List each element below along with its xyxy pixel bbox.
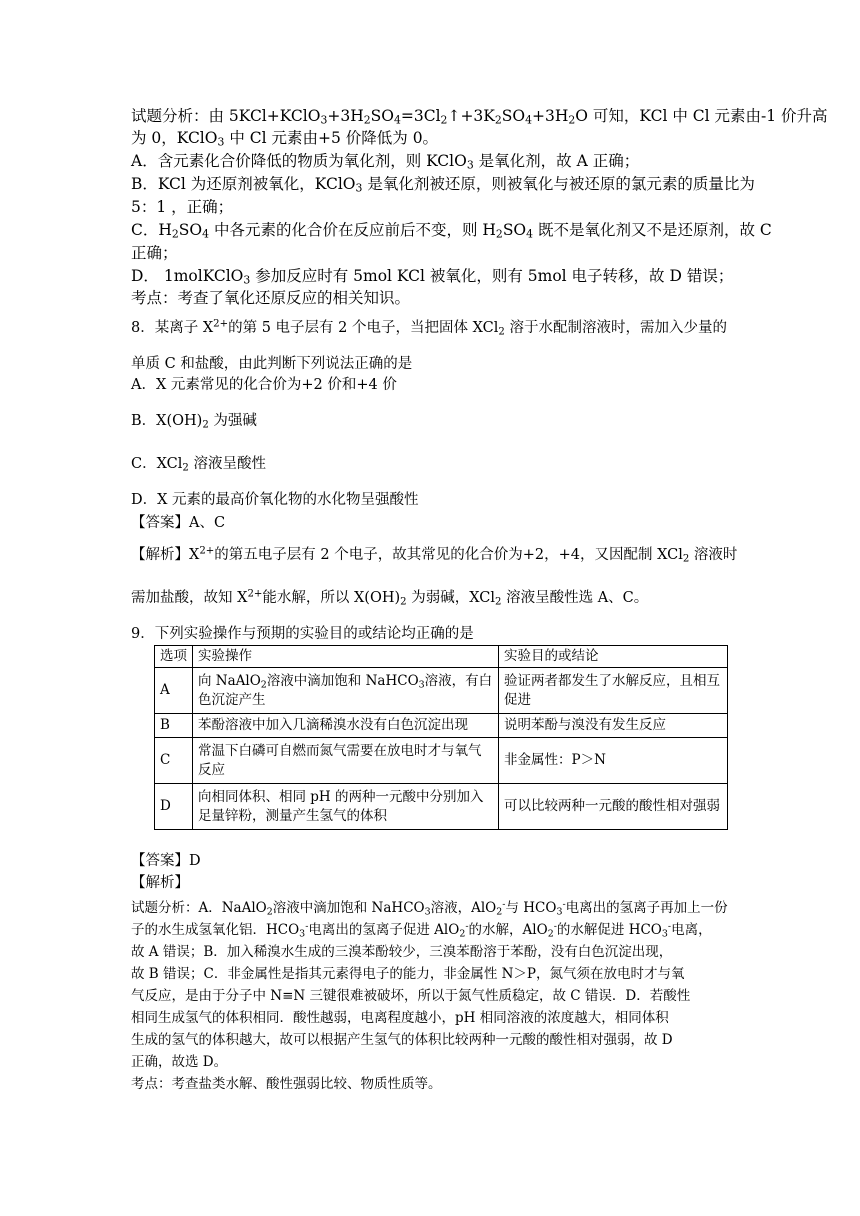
q9-analysis-line-8: 正确，故选 D。	[131, 1054, 228, 1070]
row-conclusion: 可以比较两种一元酸的酸性相对强弱	[499, 784, 728, 830]
row-option: D	[155, 784, 193, 830]
q8-option-a: A．X 元素常见的化合价为+2 价和+4 价	[131, 377, 397, 393]
table-header-option: 选项	[155, 646, 193, 668]
q7-option-b-cont: 5：1 ，正确；	[131, 198, 234, 216]
q9-jiexi-heading: 【解析】	[131, 875, 189, 891]
table-row	[155, 668, 728, 714]
q9-options-table	[154, 645, 728, 830]
q8-option-b: B．$X(OH)_2$ 为强碱	[131, 413, 257, 431]
row-conclusion: 验证两者都发生了水解反应，且相互促进	[499, 668, 728, 714]
q9-analysis-line-1: 试题分析：A．NaAlO$_2$溶液中滴加饱和 NaHCO$_3$溶液，AlO$_2$-与 $HCO_3^-$电离出的氢离子再加上一份	[131, 898, 728, 918]
table-header-conclusion: 实验目的或结论	[499, 646, 728, 668]
q7-option-d: D． 1molKClO$_3$ 参加反应时有 5mol KCl 被氧化，则有 5mol 电子转移，故 D 错误；	[131, 267, 734, 287]
q7-option-c: C．$H_2SO_4$ 中各元素的化合价在反应前后不变，则 $H_2SO_4$ 既不是氧化剂又不是还原剂，故 C	[131, 221, 772, 241]
row-operation: 苯酚溶液中加入几滴稀溴水没有白色沉淀出现	[193, 714, 499, 738]
table-header-row	[155, 646, 728, 668]
row-option: A	[155, 668, 193, 714]
table-header-operation: 实验操作	[193, 646, 499, 668]
q9-answer: 【答案】D	[131, 853, 201, 869]
q8-stem-line-1: 8．某离子 $X^{2+}$的第 5 电子层有 2 个电子，当把固体 XCl$_2$ 溶于水配制溶液时，需加入少量的	[131, 318, 727, 338]
q8-answer: 【答案】A、C	[131, 515, 226, 531]
q7-analysis-line-1: 试题分析：由 $5KCl+KClO_3+3H_2SO_4=3Cl_2↑+3K_2SO_4+3H_2O$ 可知，KCl 中 Cl 元素由-1 价升高	[131, 107, 828, 127]
q9-analysis-line-7: 生成的氢气的体积越大，故可以根据产生氢气的体积比较两种一元酸的酸性相对强弱，故 D	[131, 1032, 673, 1048]
row-conclusion: 说明苯酚与溴没有发生反应	[499, 714, 728, 738]
table-row	[155, 714, 728, 738]
q9-analysis-line-3: 故 A 错误；B．加入稀溴水生成的三溴苯酚较少，三溴苯酚溶于苯酚，没有白色沉淀出现，	[131, 944, 673, 960]
q7-option-a: A．含元素化合价降低的物质为氧化剂，则 KClO$_3$ 是氧化剂，故 A 正确；	[131, 152, 640, 172]
row-option: C	[155, 738, 193, 784]
q9-analysis-line-6: 相同生成氢气的体积相同．酸性越弱，电离程度越小，pH 相同溶液的浓度越大，相同体积	[131, 1010, 669, 1026]
row-operation: 向相同体积、相同 pH 的两种一元酸中分别加入足量锌粉，测量产生氢气的体积	[193, 784, 499, 830]
q8-explanation-line-2: 需加盐酸，故知 $X^{2+}$能水解，所以 $X(OH)_2$ 为弱碱，XCl$_2$ 溶液呈酸性选 A、C。	[131, 588, 649, 608]
q7-option-c-cont: 正确；	[131, 244, 178, 262]
q8-explanation-line-1: 【解析】$X^{2+}$的第五电子层有 2 个电子，故其常见的化合价为+2，+4，又因配制 XCl$_2$ 溶液时	[131, 545, 738, 565]
q7-analysis-line-2: 为 0，KClO$_3$ 中 Cl 元素由+5 价降低为 0。	[131, 129, 439, 149]
q9-analysis-line-5: 气反应，是由于分子中 N≡N 三键很难被破坏，所以于氮气性质稳定，故 C 错误．D．若酸性	[131, 988, 691, 1004]
table-row	[155, 738, 728, 784]
q9-analysis-line-4: 故 B 错误；C．非金属性是指其元素得电子的能力，非金属性 N＞P，氮气须在放电时才与氧	[131, 966, 685, 982]
q8-option-d: D．X 元素的最高价氧化物的水化物呈强酸性	[131, 492, 419, 508]
row-conclusion: 非金属性：P＞N	[499, 738, 728, 784]
row-operation: 向 NaAlO$_2$溶液中滴加饱和 NaHCO$_3$溶液，有白色沉淀产生	[193, 668, 499, 714]
q9-stem: 9．下列实验操作与预期的实验目的或结论均正确的是	[131, 626, 474, 642]
q8-option-c: C．XCl$_2$ 溶液呈酸性	[131, 456, 266, 474]
q7-option-b: B．KCl 为还原剂被氧化，KClO$_3$ 是氧化剂被还原，则被氧化与被还原的氯元素的质量比为	[131, 175, 755, 195]
table-row	[155, 784, 728, 830]
q7-kaodian: 考点：考查了氧化还原反应的相关知识。	[131, 289, 411, 307]
row-option: B	[155, 714, 193, 738]
q9-analysis-line-2: 子的水生成氢氧化铝．$HCO_3^-$电离出的氢离子促进 AlO$_2$-的水解，AlO$_2$-的水解促进 $HCO_3^-$电离，	[131, 920, 712, 940]
q8-stem-line-2: 单质 C 和盐酸，由此判断下列说法正确的是	[131, 356, 413, 372]
q9-kaodian: 考点：考查盐类水解、酸性强弱比较、物质性质等。	[131, 1076, 442, 1092]
row-operation: 常温下白磷可自燃而氮气需要在放电时才与氧气反应	[193, 738, 499, 784]
